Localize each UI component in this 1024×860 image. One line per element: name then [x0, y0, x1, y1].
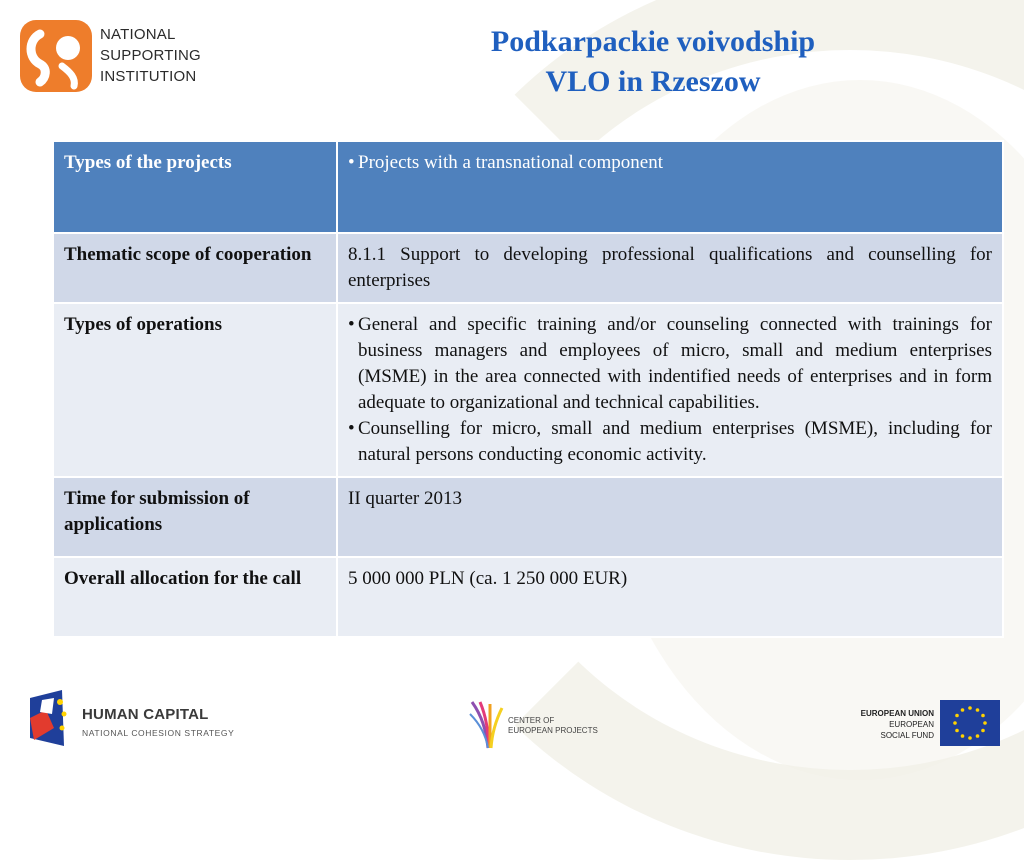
bullet-list: [348, 150, 992, 176]
page-title: [300, 22, 1006, 102]
eu-star: [968, 706, 972, 710]
cep-logo-icon: [468, 700, 506, 750]
eu-flag-icon: [940, 700, 1000, 746]
row-label: Types of operations: [53, 303, 337, 477]
eu-star: [955, 729, 959, 733]
info-table: [52, 140, 1004, 638]
human-capital-logo: [24, 688, 235, 748]
row-label: Thematic scope of cooperation: [53, 233, 337, 303]
eu-star: [955, 714, 959, 718]
eu-name: [820, 708, 934, 741]
title-line-1: Podkarpackie voivodship: [490, 25, 816, 58]
eu-star: [976, 734, 980, 738]
bullet-list: [348, 312, 992, 468]
institution-line-2: SUPPORTING: [100, 47, 201, 64]
row-value: 5 000 000 PLN (ca. 1 250 000 EUR): [337, 557, 1003, 637]
eu-star: [961, 708, 965, 712]
row-value: [337, 141, 1003, 233]
table-row: [53, 477, 1003, 557]
row-label: Overall allocation for the call: [53, 557, 337, 637]
eu-line-3: SOCIAL FUND: [880, 731, 934, 740]
institution-line-1: NATIONAL: [100, 26, 176, 43]
table-row: [53, 141, 1003, 233]
table-row: [53, 233, 1003, 303]
row-value: II quarter 2013: [337, 477, 1003, 557]
human-capital-subtitle: NATIONAL COHESION STRATEGY: [82, 728, 235, 738]
row-value: [337, 303, 1003, 477]
eu-star: [976, 708, 980, 712]
eu-star: [981, 729, 985, 733]
row-label: Time for submission of applications: [53, 477, 337, 557]
eu-star: [961, 734, 965, 738]
row-value: 8.1.1 Support to developing professional qualifications and counselling for enterprises: [337, 233, 1003, 303]
cep-name: [508, 716, 598, 736]
institution-line-3: INSTITUTION: [100, 68, 197, 85]
eu-star: [983, 721, 987, 725]
row-label: Types of the projects: [53, 141, 337, 233]
table-row: [53, 303, 1003, 477]
eu-star: [981, 714, 985, 718]
cep-line-1: CENTER OF: [508, 716, 555, 725]
cep-line-2: EUROPEAN PROJECTS: [508, 726, 598, 735]
eu-line-2: EUROPEAN: [889, 720, 934, 729]
eu-line-1: EUROPEAN UNION: [860, 709, 934, 718]
bullet-item: • Counselling for micro, small and medium enterprises (MSME), including for natural persons conducting economic activity.: [348, 418, 992, 465]
human-capital-icon: [24, 688, 72, 750]
institution-name: [100, 24, 201, 87]
nsi-logo-icon: [18, 18, 94, 94]
bullet-item: • Projects with a transnational component: [348, 152, 663, 173]
bullet-item: • General and specific training and/or counseling connected with trainings for business managers and employees of micro, small and medium enterprises (MSME) in the area connected with indentified needs of enterprises and in form adequate to organizational and technical capabilities.: [348, 314, 992, 413]
title-line-2: VLO in Rzeszow: [545, 65, 761, 98]
table-row: [53, 557, 1003, 637]
eu-star: [953, 721, 957, 725]
eu-star: [968, 736, 972, 740]
human-capital-title: HUMAN CAPITAL: [82, 706, 209, 723]
